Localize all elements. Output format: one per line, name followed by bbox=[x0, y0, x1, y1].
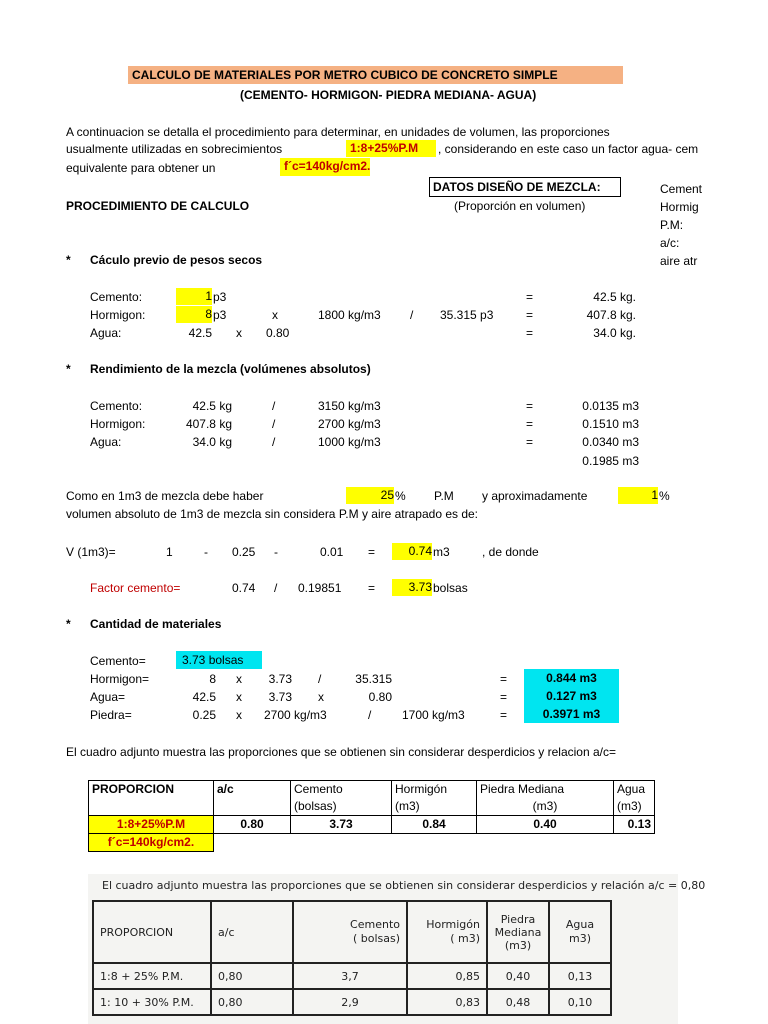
qty-agua-b: 3.73 bbox=[268, 690, 292, 704]
dry-hormigon-factor: 1800 kg/m3 bbox=[318, 308, 381, 322]
dry-hormigon-div: / bbox=[410, 308, 414, 322]
section-3-title: Cantidad de materiales bbox=[90, 617, 222, 631]
design-side-0: Cement bbox=[660, 182, 703, 196]
design-side-3: a/c: bbox=[660, 236, 680, 250]
design-title: DATOS DISEÑO DE MEZCLA: bbox=[433, 180, 601, 194]
qty-hormigon-b: 3.73 bbox=[268, 672, 292, 686]
vol-air: 0.01 bbox=[320, 545, 344, 559]
th-sub-hormigon: (m3) bbox=[392, 798, 477, 816]
abs-agua-factor: 1000 kg/m3 bbox=[318, 435, 381, 449]
factor-a: 0.74 bbox=[232, 581, 256, 595]
dry-hormigon-qty: 8 bbox=[176, 306, 212, 323]
proportion-table bbox=[88, 780, 655, 852]
scan-th-proporcion: PROPORCION bbox=[93, 901, 211, 963]
abs-agua-div: / bbox=[272, 435, 276, 449]
proportion-highlight: 1:8+25%P.M bbox=[346, 140, 436, 157]
th-sub-piedra: (m3) bbox=[477, 798, 614, 816]
qty-agua-c: 0.80 bbox=[368, 690, 392, 704]
th-sub-cemento: (bolsas) bbox=[291, 798, 392, 816]
th-hormigon: Hormigón bbox=[392, 781, 477, 799]
dry-hormigon-divisor: 35.315 p3 bbox=[440, 308, 494, 322]
abs-hormigon-div: / bbox=[272, 417, 276, 431]
page-subtitle: (CEMENTO- HORMIGON- PIEDRA MEDIANA- AGUA) bbox=[240, 88, 537, 102]
qty-piedra-eq: = bbox=[500, 708, 508, 722]
scan-r1-cemento: 3,7 bbox=[293, 963, 407, 989]
vol-minus-2: - bbox=[274, 545, 278, 559]
qty-agua-result: 0.127 m3 bbox=[524, 687, 619, 705]
scan-r1-ac: 0,80 bbox=[211, 963, 293, 989]
scan-r1-hormigon: 0,85 bbox=[407, 963, 487, 989]
qty-hormigon-result: 0.844 m3 bbox=[524, 669, 619, 687]
td-hormigon: 0.84 bbox=[392, 816, 477, 834]
vol-tail: , de donde bbox=[482, 545, 539, 559]
qty-piedra-a: 0.25 bbox=[192, 708, 216, 722]
qty-hormigon-x: x bbox=[236, 672, 242, 686]
section-2-title: Rendimiento de la mezcla (volúmenes absolutos) bbox=[90, 362, 371, 376]
vol-result: 0.74 bbox=[392, 543, 432, 560]
intro-line-3: equivalente para obtener un bbox=[66, 161, 216, 175]
factor-label: Factor cemento= bbox=[90, 581, 181, 595]
scan-table bbox=[92, 900, 612, 1016]
dry-cemento-unit: p3 bbox=[213, 290, 227, 304]
design-side-4: aire atr bbox=[660, 254, 698, 268]
vol-eq: = bbox=[368, 545, 376, 559]
qty-piedra-x: x bbox=[236, 708, 242, 722]
qty-cemento-label: Cemento= bbox=[90, 654, 146, 668]
dry-agua-op: x bbox=[236, 326, 242, 340]
scan-th-piedra: Piedra Mediana (m3) bbox=[487, 901, 549, 963]
scan-r2-agua: 0,10 bbox=[549, 989, 611, 1015]
intro-line-2: usualmente utilizadas en sobrecimientos bbox=[66, 142, 283, 156]
scan-caption: El cuadro adjunto muestra las proporciones que se obtienen sin considerar desperdicios y relación a/c = 0,80 bbox=[102, 879, 706, 892]
dry-cemento-eq: = bbox=[526, 290, 534, 304]
air-percent-sign: % bbox=[659, 489, 670, 503]
dry-cemento-label: Cemento: bbox=[90, 290, 143, 304]
abs-total: 0.1985 m3 bbox=[582, 454, 639, 468]
abs-hormigon-factor: 2700 kg/m3 bbox=[318, 417, 381, 431]
th-proporcion: PROPORCION bbox=[89, 781, 214, 799]
qty-agua-a: 42.5 bbox=[192, 690, 216, 704]
abs-hormigon-eq: = bbox=[526, 417, 534, 431]
pm-label: P.M bbox=[434, 489, 454, 503]
dry-cemento-result: 42.5 kg. bbox=[593, 290, 636, 304]
qty-agua-label: Agua= bbox=[90, 690, 126, 704]
para-line-2: volumen absoluto de 1m3 de mezcla sin considera P.M y aire atrapado es de: bbox=[66, 507, 479, 521]
bullet: * bbox=[66, 362, 71, 376]
abs-hormigon-qty: 407.8 kg bbox=[185, 417, 232, 431]
th-agua: Agua bbox=[614, 781, 655, 799]
design-side-1: Hormig bbox=[660, 200, 699, 214]
qty-hormigon-eq: = bbox=[500, 672, 508, 686]
abs-cemento-factor: 3150 kg/m3 bbox=[318, 399, 381, 413]
scan-th-hormigon: Hormigón ( m3) bbox=[407, 901, 487, 963]
abs-agua-eq: = bbox=[526, 435, 534, 449]
th-sub-1 bbox=[214, 798, 291, 816]
fc-highlight: f´c=140kg/cm2. bbox=[280, 158, 370, 176]
qty-agua-op: x bbox=[318, 690, 324, 704]
td-proporcion: 1:8+25%P.M bbox=[89, 816, 214, 834]
qty-piedra-c: 1700 kg/m3 bbox=[402, 708, 465, 722]
para-approx: y aproximadamente bbox=[482, 489, 588, 503]
design-subtitle: (Proporción en volumen) bbox=[454, 199, 586, 213]
scan-r1-agua: 0,13 bbox=[549, 963, 611, 989]
dry-hormigon-eq: = bbox=[526, 308, 534, 322]
abs-agua-result: 0.0340 m3 bbox=[582, 435, 639, 449]
qty-hormigon-a: 8 bbox=[209, 672, 216, 686]
td-piedra: 0.40 bbox=[477, 816, 614, 834]
bullet: * bbox=[66, 253, 71, 267]
scan-th-ac: a/c bbox=[211, 901, 293, 963]
dry-hormigon-op: x bbox=[272, 308, 278, 322]
scan-th-cemento: Cemento ( bolsas) bbox=[293, 901, 407, 963]
abs-cemento-eq: = bbox=[526, 399, 534, 413]
design-side-2: P.M: bbox=[660, 218, 684, 232]
abs-hormigon-result: 0.1510 m3 bbox=[582, 417, 639, 431]
dry-agua-result: 34.0 kg. bbox=[593, 326, 636, 340]
procedure-title: PROCEDIMIENTO DE CALCULO bbox=[66, 199, 250, 213]
factor-eq: = bbox=[368, 581, 376, 595]
summary-line: El cuadro adjunto muestra las proporciones que se obtienen sin considerar desperdicios y relacion a/c= bbox=[66, 745, 616, 759]
page-title: CALCULO DE MATERIALES POR METRO CUBICO DE CONCRETO SIMPLE bbox=[128, 66, 623, 84]
qty-hormigon-c: 35.315 bbox=[355, 672, 392, 686]
vol-one: 1 bbox=[166, 545, 173, 559]
vol-label: V (1m3)= bbox=[66, 545, 116, 559]
dry-hormigon-label: Hormigon: bbox=[90, 308, 146, 322]
scan-r1-proporcion: 1:8 + 25% P.M. bbox=[93, 963, 211, 989]
intro-line-2-tail: , considerando en este caso un factor agua- cem bbox=[438, 142, 699, 156]
intro-line-1: A continuacion se detalla el procedimiento para determinar, en unidades de volumen, las proporciones bbox=[66, 125, 610, 139]
vol-unit: m3 bbox=[433, 545, 450, 559]
factor-unit: bolsas bbox=[433, 581, 468, 595]
abs-cemento-result: 0.0135 m3 bbox=[582, 399, 639, 413]
qty-hormigon-label: Hormigon= bbox=[90, 672, 150, 686]
qty-piedra-result: 0.3971 m3 bbox=[524, 705, 619, 723]
qty-piedra-b: 2700 kg/m3 bbox=[264, 708, 327, 722]
pm-percent: 25 bbox=[346, 487, 394, 504]
dry-hormigon-unit: p3 bbox=[213, 308, 227, 322]
dry-agua-qty: 42.5 bbox=[188, 326, 212, 340]
factor-div: / bbox=[274, 581, 278, 595]
vol-pm: 0.25 bbox=[232, 545, 256, 559]
td-cemento: 3.73 bbox=[291, 816, 392, 834]
section-1-title: Cáculo previo de pesos secos bbox=[90, 253, 263, 267]
air-percent: 1 bbox=[618, 487, 658, 504]
td-ac: 0.80 bbox=[214, 816, 291, 834]
scan-r2-hormigon: 0,83 bbox=[407, 989, 487, 1015]
qty-piedra-label: Piedra= bbox=[90, 708, 132, 722]
qty-piedra-op: / bbox=[368, 708, 372, 722]
qty-agua-eq: = bbox=[500, 690, 508, 704]
abs-hormigon-label: Hormigon: bbox=[90, 417, 146, 431]
dry-hormigon-result: 407.8 kg. bbox=[586, 308, 636, 322]
th-cemento: Cemento bbox=[291, 781, 392, 799]
vol-minus-1: - bbox=[204, 545, 208, 559]
dry-agua-eq: = bbox=[526, 326, 534, 340]
abs-cemento-qty: 42.5 kg bbox=[192, 399, 232, 413]
factor-result: 3.73 bbox=[392, 579, 432, 596]
scan-r1-piedra: 0,40 bbox=[487, 963, 549, 989]
scan-r2-ac: 0,80 bbox=[211, 989, 293, 1015]
scan-r2-cemento: 2,9 bbox=[293, 989, 407, 1015]
th-ac: a/c bbox=[214, 781, 291, 799]
abs-cemento-div: / bbox=[272, 399, 276, 413]
td-agua: 0.13 bbox=[614, 816, 655, 834]
abs-agua-qty: 34.0 kg bbox=[192, 435, 232, 449]
factor-b: 0.19851 bbox=[298, 581, 342, 595]
abs-cemento-label: Cemento: bbox=[90, 399, 143, 413]
th-piedra: Piedra Mediana bbox=[477, 781, 614, 799]
scan-r2-proporcion: 1: 10 + 30% P.M. bbox=[93, 989, 211, 1015]
qty-hormigon-op: / bbox=[318, 672, 322, 686]
bullet: * bbox=[66, 617, 71, 631]
dry-agua-factor: 0.80 bbox=[266, 326, 290, 340]
abs-agua-label: Agua: bbox=[90, 435, 122, 449]
scan-th-agua: Agua m3) bbox=[549, 901, 611, 963]
td-fc: f´c=140kg/cm2. bbox=[89, 834, 214, 852]
qty-cemento-value: 3.73 bolsas bbox=[176, 651, 262, 669]
dry-agua-label: Agua: bbox=[90, 326, 122, 340]
qty-agua-x: x bbox=[236, 690, 242, 704]
pm-percent-sign: % bbox=[395, 489, 406, 503]
para-line-1: Como en 1m3 de mezcla debe haber bbox=[66, 489, 264, 503]
th-sub-agua: (m3) bbox=[614, 798, 655, 816]
th-sub-0 bbox=[89, 798, 214, 816]
scanned-reference-table bbox=[88, 874, 706, 1024]
scan-r2-piedra: 0,48 bbox=[487, 989, 549, 1015]
dry-cemento-qty: 1 bbox=[176, 288, 212, 305]
